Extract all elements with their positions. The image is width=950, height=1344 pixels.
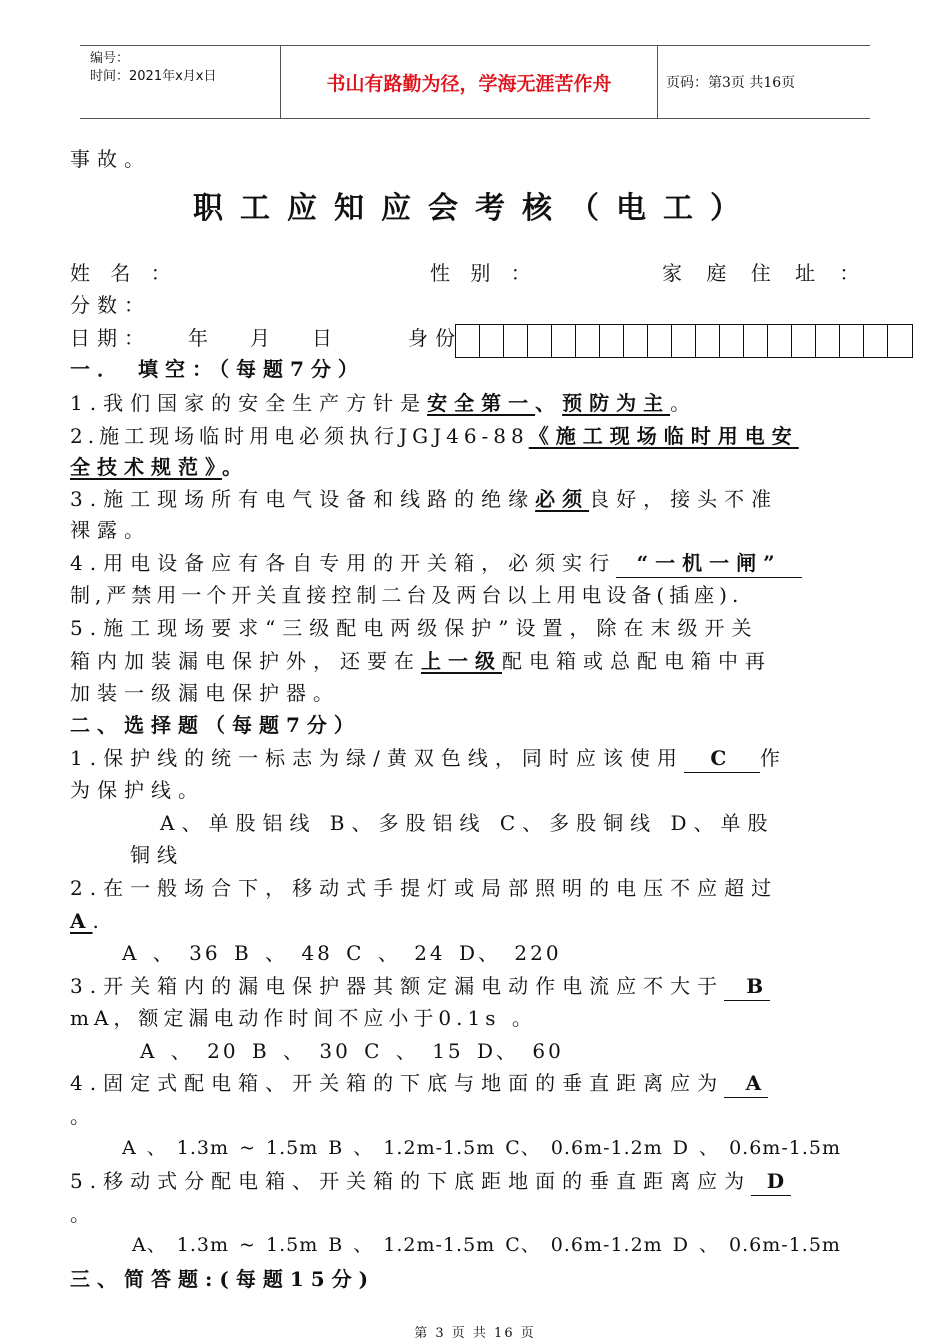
header-motto: 书山有路勤为径，学海无涯苦作舟 (281, 46, 658, 118)
carry-over-text: 事故。 (70, 147, 151, 171)
choice-answer-4: A (724, 1071, 768, 1098)
info-line-1 (70, 258, 882, 288)
choice-options-1: A、单股铝线 B、多股铝线 C、多股铜线 D、单股 (160, 811, 775, 835)
time-label: 时间：2021年x月x日 (90, 69, 217, 84)
choice-question-3: 3.开关箱内的漏电保护器其额定漏电动作电流应不大于 B (70, 971, 882, 1001)
choice-question-5: 5.移动式分配电箱、开关箱的下底距地面的垂直距离应为 D (70, 1166, 882, 1196)
gender-label: 性 别 ： (430, 261, 538, 285)
section-heading-fill: 一． 填空：（每题7分） (70, 357, 365, 381)
choice-question-2-cont: A. (70, 909, 106, 933)
choice-answer-2: A (70, 909, 93, 933)
fill-question-1: 1.我们国家的安全生产方针是安全第一、预防为主。 (70, 391, 698, 415)
header-meta-cell (80, 46, 281, 118)
fill-question-5-cont2: 加装一级漏电保护器。 (70, 681, 340, 705)
choice-question-1: 1.保护线的统一标志为绿/黄双色线，同时应该使用 C 作 (70, 743, 882, 773)
fill-question-4: 4.用电设备应有各自专用的开关箱，必须实行 “一机一闸” (70, 548, 882, 578)
choice-answer-3: B (724, 974, 770, 1001)
choice-options-4: A 、 1.3m ~ 1.5m B 、 1.2m-1.5m C、 0.6m-1.2m D 、 0.6m-1.5m (122, 1137, 841, 1159)
fill-question-5-cont: 箱内加装漏电保护外，还要在上一级配电箱或总配电箱中再 (70, 649, 772, 673)
choice-question-2: 2.在一般场合下，移动式手提灯或局部照明的电压不应超过 (70, 876, 779, 900)
page-footer: 第 3 页 共 16 页 (414, 1326, 536, 1341)
fill-question-2-cont: 全技术规范》。 (70, 455, 249, 479)
page-title: 职工应知应会考核（电工） (193, 191, 757, 226)
id-label: 身份 (408, 326, 462, 350)
fill-question-3: 3.施工现场所有电气设备和线路的绝缘必须良好，接头不准 (70, 487, 779, 511)
section-heading-short: 三、简答题:(每题15分) (70, 1267, 376, 1291)
answer-2: 《施工现场临时用电安 (528, 424, 799, 448)
fill-question-5: 5.施工现场要求“三级配电两级保护”设置，除在末级开关 (70, 616, 759, 640)
date-label: 日期： (70, 326, 151, 350)
choice-question-4-cont: 。 (70, 1104, 97, 1128)
name-label: 姓 名 ： (70, 261, 178, 285)
choice-options-2: A 、 36 B 、 48 C 、 24 D、 220 (122, 941, 562, 965)
answer-3: 必须 (535, 487, 590, 511)
id-number-boxes[interactable] (455, 324, 913, 358)
choice-question-1-cont: 为保护线。 (70, 778, 205, 802)
section-heading-choice: 二、选择题（每题7分） (70, 713, 361, 737)
score-label: 分数： (70, 293, 151, 317)
fill-question-4-cont: 制,严禁用一个开关直接控制二台及两台以上用电设备(插座). (70, 583, 744, 607)
answer-5: 上一级 (421, 649, 502, 673)
year-label: 年 (188, 326, 215, 350)
choice-options-5: A、 1.3m ~ 1.5m B 、 1.2m-1.5m C、 0.6m-1.2m D 、 0.6m-1.5m (132, 1234, 841, 1256)
answer-4: “一机一闸” (616, 551, 802, 578)
day-label: 日 (312, 326, 339, 350)
address-label: 家 庭 住 址 ： (662, 261, 869, 285)
fill-question-3-cont: 裸露。 (70, 518, 151, 542)
choice-options-1-cont: 铜线 (130, 843, 184, 867)
month-label: 月 (250, 326, 277, 350)
fill-question-2: 2.施工现场临时用电必须执行JGJ46-88《施工现场临时用电安 (70, 424, 799, 448)
choice-question-3-cont: mA，额定漏电动作时间不应小于0.1s 。 (70, 1006, 537, 1030)
choice-answer-5: D (751, 1169, 791, 1196)
choice-answer-1: C (684, 746, 760, 773)
answer-1b: 预防为主 (562, 391, 671, 415)
choice-question-4: 4.固定式配电箱、开关箱的下底与地面的垂直距离应为 A (70, 1068, 882, 1098)
answer-1a: 安全第一 (427, 391, 536, 415)
choice-question-5-cont: 。 (70, 1202, 97, 1226)
page-header (80, 45, 870, 119)
serial-label: 编号： (90, 51, 130, 66)
choice-options-3: A 、 20 B 、 30 C 、 15 D、 60 (140, 1039, 564, 1063)
header-page-info: 页码：第3页 共16页 (666, 75, 796, 91)
